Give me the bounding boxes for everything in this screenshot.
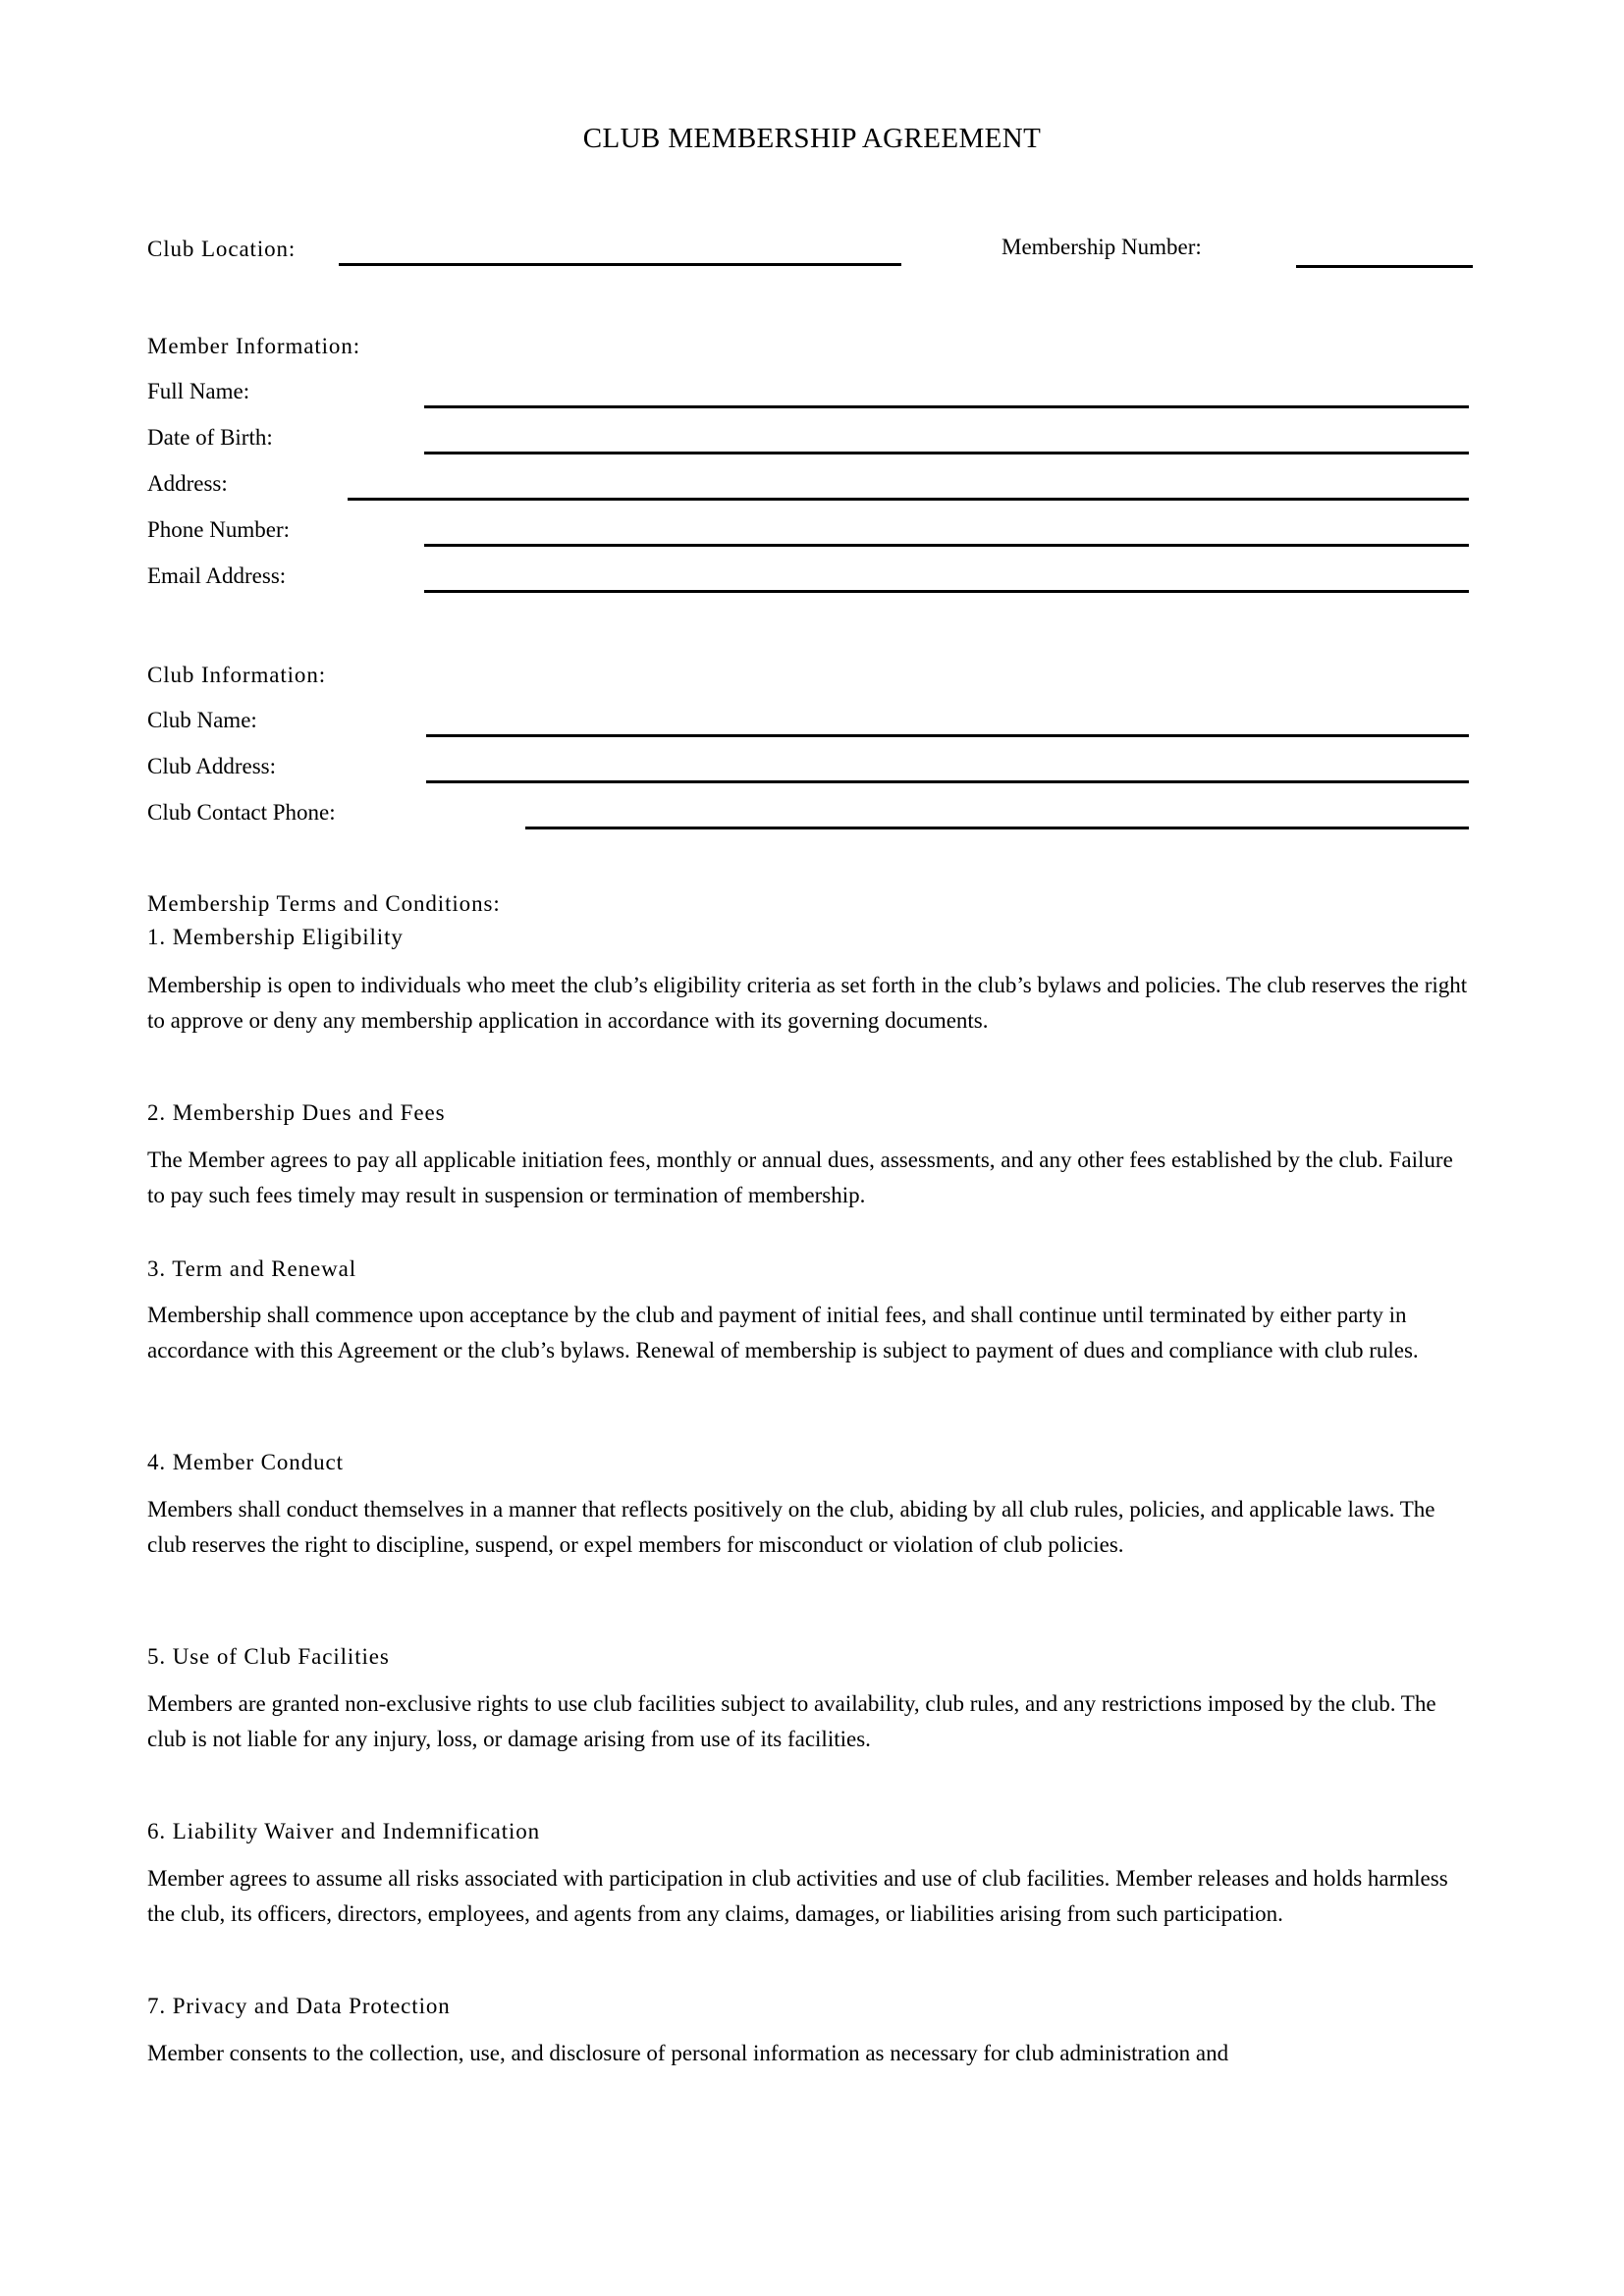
terms-section-body-7: Member consents to the collection, use, and disclosure of personal information as necessary for club administration and (147, 2041, 1229, 2065)
terms-section-heading-6: 6. Liability Waiver and Indemnification (147, 1819, 541, 1843)
full-name-input-line[interactable] (424, 405, 1469, 408)
terms-section-body-6: Member agrees to assume all risks associated with participation in club activities and use of club facilities. Member releases and holds harmless the club, its officers, directors, employees, and agents from any claims, damages, or liabilities arising from such participation. (147, 1866, 1448, 1926)
club-contact-phone-label: Club Contact Phone: (147, 800, 336, 825)
terms-section-heading-7: 7. Privacy and Data Protection (147, 1994, 451, 2018)
club-information-heading: Club Information: (147, 663, 327, 687)
club-name-label: Club Name: (147, 708, 257, 732)
terms-section-body-2: The Member agrees to pay all applicable initiation fees, monthly or annual dues, assessments, and any other fees established by the club. Failure to pay such fees timely may result in suspension or termination of membership. (147, 1148, 1453, 1207)
email-address-input-line[interactable] (424, 590, 1469, 593)
terms-section-heading-5: 5. Use of Club Facilities (147, 1644, 390, 1669)
terms-section-body-3: Membership shall commence upon acceptance by the club and payment of initial fees, and shall continue until terminated by either party in accordance with this Agreement or the club’s bylaws. Renewal of membership is subject to payment of dues and compliance with club rules. (147, 1303, 1419, 1362)
date-of-birth-input-line[interactable] (424, 452, 1469, 454)
terms-section-heading-4: 4. Member Conduct (147, 1450, 344, 1474)
terms-section-heading-2: 2. Membership Dues and Fees (147, 1100, 446, 1125)
club-contact-phone-input-line[interactable] (525, 827, 1469, 829)
membership-number-label: Membership Number: (1001, 235, 1202, 259)
email-address-label: Email Address: (147, 563, 287, 588)
phone-number-label: Phone Number: (147, 517, 291, 542)
club-location-label: Club Location: (147, 237, 297, 261)
full-name-label: Full Name: (147, 379, 250, 403)
terms-section-heading-3: 3. Term and Renewal (147, 1256, 357, 1281)
club-address-input-line[interactable] (426, 780, 1469, 783)
terms-section-body-1: Membership is open to individuals who meet the club’s eligibility criteria as set forth in the club’s bylaws and policies. The club reserves the right to approve or deny any membership application in accordance with its governing documents. (147, 973, 1468, 1033)
phone-number-input-line[interactable] (424, 544, 1469, 547)
page-title: CLUB MEMBERSHIP AGREEMENT (582, 123, 1042, 154)
address-label: Address: (147, 471, 228, 496)
membership-number-input-line[interactable] (1296, 265, 1473, 268)
address-input-line[interactable] (348, 498, 1469, 501)
terms-section-body-5: Members are granted non-exclusive rights to use club facilities subject to availability, club rules, and any restrictions imposed by the club. The club is not liable for any injury, loss, or damage arising from use of its facilities. (147, 1691, 1436, 1751)
date-of-birth-label: Date of Birth: (147, 425, 273, 450)
club-name-input-line[interactable] (426, 734, 1469, 737)
terms-section-heading-1: 1. Membership Eligibility (147, 925, 404, 949)
club-address-label: Club Address: (147, 754, 276, 778)
terms-heading: Membership Terms and Conditions: (147, 891, 501, 916)
club-location-input-line[interactable] (339, 263, 901, 266)
terms-section-body-4: Members shall conduct themselves in a manner that reflects positively on the club, abiding by all club rules, policies, and applicable laws. The club reserves the right to discipline, suspend, or expel members for misconduct or violation of club policies. (147, 1497, 1435, 1557)
member-information-heading: Member Information: (147, 334, 361, 358)
